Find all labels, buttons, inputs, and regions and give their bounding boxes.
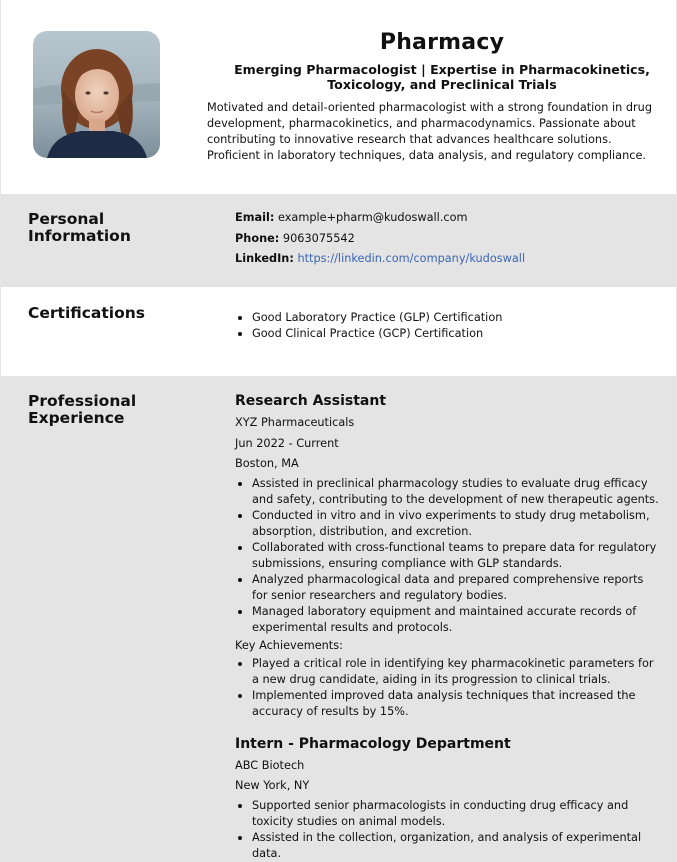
responsibility-item: Assisted in the collection, organization, and analysis of experimental data. xyxy=(235,830,660,862)
responsibility-item: Supported senior pharmacologists in conducting drug efficacy and toxicity studies on animal models. xyxy=(235,798,660,830)
section-title-experience: Professional Experience xyxy=(28,392,137,427)
phone-value[interactable]: 9063075542 xyxy=(282,231,355,245)
job-title: Research Assistant xyxy=(235,393,387,409)
phone-row xyxy=(235,229,660,250)
certifications-section xyxy=(1,287,677,376)
experience-list xyxy=(235,392,660,862)
linkedin-label: LinkedIn: xyxy=(235,252,294,265)
job-title: Intern - Pharmacology Department xyxy=(235,735,511,752)
job-location: New York, NY xyxy=(235,779,310,792)
email-value[interactable]: example+pharm@kudoswall.com xyxy=(277,211,468,224)
job-dates: Jun 2022 - Current xyxy=(235,436,339,450)
key-achievements-list xyxy=(235,656,660,720)
responsibility-item: Managed laboratory equipment and maintained accurate records of experimental results and protocols. xyxy=(235,604,660,636)
email-label: Email: xyxy=(235,211,275,224)
job-entry xyxy=(235,735,660,862)
contact-details xyxy=(235,208,660,270)
section-title-certifications: Certifications xyxy=(28,304,146,322)
job-entry xyxy=(235,392,660,720)
job-responsibilities xyxy=(235,476,660,636)
responsibility-item: Assisted in preclinical pharmacology studies to evaluate drug efficacy and safety, contributing to the development of new therapeutic agents. xyxy=(235,476,660,508)
responsibility-item: Conducted in vitro and in vivo experiments to study drug metabolism, absorption, distribution, and excretion. xyxy=(235,508,660,540)
candidate-name: Pharmacy xyxy=(379,30,505,55)
responsibility-item: Collaborated with cross-functional teams to prepare data for regulatory submissions, ensuring compliance with GLP standards. xyxy=(235,540,660,572)
linkedin-row xyxy=(235,249,660,270)
resume-header xyxy=(1,0,677,194)
candidate-summary: Motivated and detail-oriented pharmacologist with a strong foundation in drug development, pharmacokinetics, and pharmacodynamics. Passionate about contributing to innovative research that advances healthcare solutions. Proficient in laboratory techniques, data analysis, and regulatory compliance. xyxy=(207,101,653,162)
section-title-personal: Personal Information xyxy=(28,210,131,245)
certification-item: Good Laboratory Practice (GLP) Certification xyxy=(235,310,660,326)
key-achievements-label: Key Achievements: xyxy=(235,638,343,652)
candidate-headline: Emerging Pharmacologist | Expertise in Pharmacokinetics, Toxicology, and Preclinical Trials xyxy=(234,62,650,92)
job-location: Boston, MA xyxy=(235,457,299,470)
certifications-list xyxy=(235,310,660,342)
achievement-item: Implemented improved data analysis techniques that increased the accuracy of results by 15%. xyxy=(235,688,660,720)
phone-label: Phone: xyxy=(235,231,280,245)
experience-section xyxy=(1,376,677,862)
job-company: XYZ Pharmaceuticals xyxy=(235,416,355,429)
achievement-item: Played a critical role in identifying key pharmacokinetic parameters for a new drug candidate, aiding in its progression to clinical trials. xyxy=(235,656,660,688)
job-responsibilities xyxy=(235,798,660,862)
job-company: ABC Biotech xyxy=(235,758,305,772)
linkedin-link[interactable]: https://linkedin.com/company/kudoswall xyxy=(297,252,526,265)
profile-photo xyxy=(33,31,160,158)
email-row xyxy=(235,208,660,229)
certification-item: Good Clinical Practice (GCP) Certification xyxy=(235,326,660,342)
personal-information-section xyxy=(1,194,677,287)
responsibility-item: Analyzed pharmacological data and prepared comprehensive reports for senior researchers and regulatory bodies. xyxy=(235,572,660,604)
